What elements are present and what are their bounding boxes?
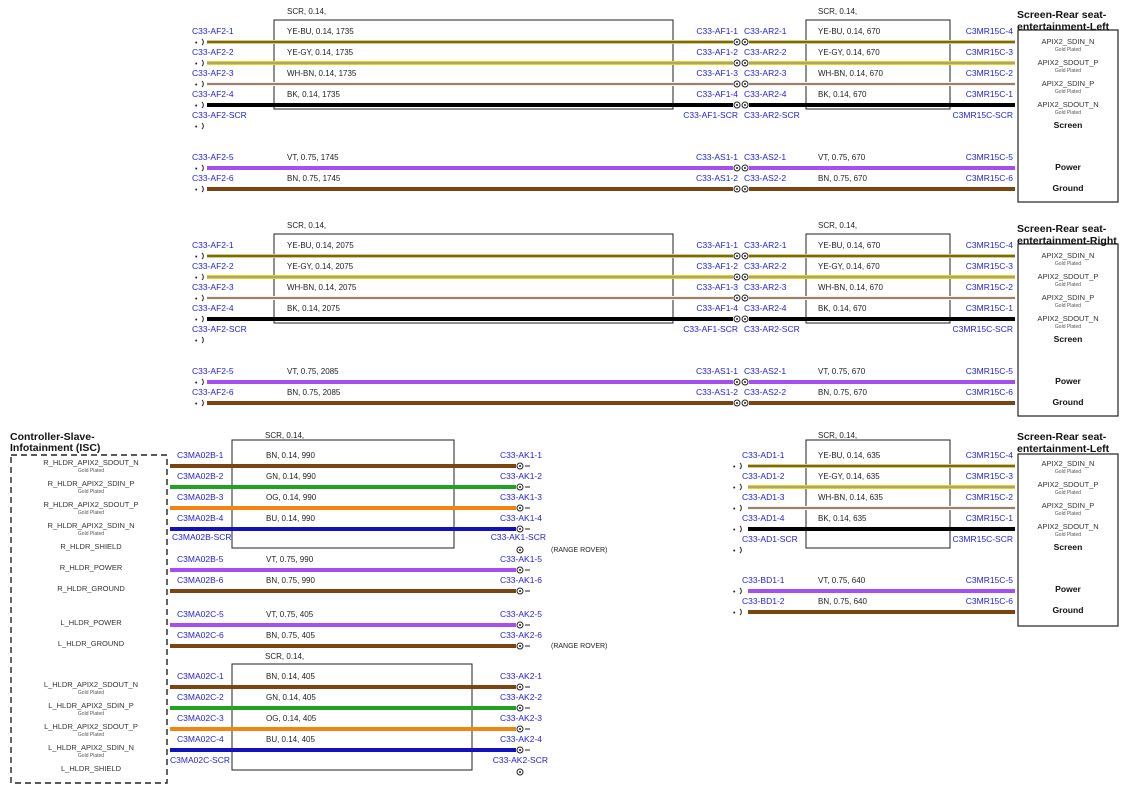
- wire-3-mid-left-circle-pin-dot: [736, 318, 738, 320]
- lr-device-pin-note: Gold Plated: [1054, 490, 1082, 496]
- pin-label-to: C3MR15C-SCR: [952, 324, 1013, 334]
- ctrl-shield-label-2: SCR, 0.14,: [265, 652, 305, 661]
- controller-pin-note: Gold Plated: [77, 690, 105, 696]
- ctrl-pin-to: C33-AK1-6: [499, 575, 542, 585]
- pin-label-mid-left: C33-AS1-2: [695, 173, 738, 183]
- pin-label-mid-right: C33-AS2-2: [744, 173, 787, 183]
- lr-pin-from: C33-AD1-4: [742, 513, 785, 523]
- wire-label-seg2: VT, 0.75, 670: [818, 153, 866, 162]
- lr-wire-0-left-connector-end-icon: [740, 463, 741, 469]
- wire-5-left-connector-end-icon: [202, 379, 203, 385]
- ctrl-shield-to-2: C33-AK2-SCR: [492, 755, 548, 765]
- wire-0-mid-right-circle-pin-dot: [744, 255, 746, 257]
- wire-label-seg2: YE-BU, 0.14, 670: [818, 241, 881, 250]
- device-title-line1: Screen-Rear seat-: [1017, 223, 1107, 235]
- wire-6-mid-right-circle-pin-dot: [744, 188, 746, 190]
- ctrl-pin-to: C33-AK1-1: [499, 450, 542, 460]
- ctrl-pin-from: C3MA02B-2: [177, 471, 224, 481]
- pin-label-from: C33-AF2-4: [192, 303, 234, 313]
- controller-pin-note: Gold Plated: [77, 531, 105, 537]
- pin-label-from: C33-AF2-4: [192, 89, 234, 99]
- lr-device-pin-label: Ground: [1052, 605, 1084, 615]
- lr-pin-from: C33-AD1-3: [742, 492, 785, 502]
- device-pin-label: APIX2_SDOUT_P: [1037, 58, 1099, 67]
- lr-device-pin-label: APIX2_SDOUT_P: [1037, 480, 1099, 489]
- wire-label-seg2: YE-GY, 0.14, 670: [818, 262, 880, 271]
- device-pin-label: APIX2_SDIN_N: [1041, 37, 1095, 46]
- controller-pin-label: R_HLDR_APIX2_SDIN_P: [47, 479, 135, 488]
- ctrl-wire-1-0-circle-pin-dot: [519, 569, 521, 571]
- pin-label-mid-left: C33-AF1-4: [696, 303, 738, 313]
- wire-0-mid-right-circle-pin-dot: [744, 41, 746, 43]
- ctrl-pin-from: C3MA02B-3: [177, 492, 224, 502]
- ctrl-shield-1-circle-pin-dot: [519, 549, 521, 551]
- ctrl-wire-label: VT, 0.75, 405: [266, 610, 314, 619]
- pin-label-mid-left: C33-AF1-SCR: [683, 324, 738, 334]
- controller-pin-note: Gold Plated: [77, 510, 105, 516]
- controller-pin-label: L_HLDR_GROUND: [57, 639, 125, 648]
- device-pin-note: Gold Plated: [1054, 303, 1082, 309]
- pin-label-mid-right: C33-AS2-1: [744, 366, 787, 376]
- ctrl-pin-to: C33-AK2-4: [499, 734, 542, 744]
- pin-label-mid-left: C33-AF1-3: [696, 282, 738, 292]
- wire-1-left-connector-end-icon: [202, 274, 203, 280]
- ctrl-wire-0-1-circle-pin-dot: [519, 486, 521, 488]
- pin-label-mid-left: C33-AF1-3: [696, 68, 738, 78]
- pin-label-from: C33-AF2-SCR: [192, 110, 247, 120]
- wire-1-left-connector-end-icon: [202, 60, 203, 66]
- lr-pin-to: C3MR15C-2: [965, 492, 1013, 502]
- pin-label-from: C33-AF2-6: [192, 173, 234, 183]
- ctrl-wire-label: BN, 0.75, 990: [266, 576, 315, 585]
- lr-pin-from: C33-AD1-SCR: [742, 534, 798, 544]
- ctrl-wire-2-1-circle-pin-dot: [519, 645, 521, 647]
- wire-label-seg2: BN, 0.75, 670: [818, 174, 867, 183]
- shield-label-right: SCR, 0.14,: [818, 7, 858, 16]
- lr-wire-5-left-connector-end-icon: [740, 588, 741, 594]
- device-pin-label: APIX2_SDIN_P: [1041, 293, 1095, 302]
- wire-0-left-connector-end-icon: [202, 253, 203, 259]
- wire-label-seg1: BN, 0.75, 2085: [287, 388, 341, 397]
- wire-label-seg1: BK, 0.14, 2075: [287, 304, 340, 313]
- controller-pin-note: Gold Plated: [77, 732, 105, 738]
- wire-5-left-connector-end-icon: [202, 165, 203, 171]
- wire-6-mid-left-circle-pin-dot: [736, 188, 738, 190]
- lr-wire-2-left-dot-marker: •: [733, 506, 736, 513]
- pin-label-from: C33-AF2-6: [192, 387, 234, 397]
- lr-pin-to: C3MR15C-6: [965, 596, 1013, 606]
- pin-label-mid-right: C33-AR2-2: [744, 261, 787, 271]
- pin-label-mid-right: C33-AR2-SCR: [744, 324, 800, 334]
- wire-6-mid-right-circle-pin-dot: [744, 402, 746, 404]
- lr-wire-6-left-connector-end-icon: [740, 609, 741, 615]
- controller-pin-note: Gold Plated: [77, 753, 105, 759]
- lr-wire-5-left-dot-marker: •: [733, 589, 736, 596]
- ctrl-pin-from: C3MA02B-6: [177, 575, 224, 585]
- lr-pin-to: C3MR15C-3: [965, 471, 1013, 481]
- wire-label-seg1: VT, 0.75, 2085: [287, 367, 339, 376]
- wire-6-left-connector-end-icon: [202, 400, 203, 406]
- wire-5-left-dot-marker: •: [195, 166, 198, 173]
- wire-3-mid-right-circle-pin-dot: [744, 104, 746, 106]
- device-pin-label: Screen: [1053, 120, 1083, 130]
- controller-pin-label: L_HLDR_APIX2_SDIN_N: [48, 743, 134, 752]
- pin-label-from: C33-AF2-SCR: [192, 324, 247, 334]
- lr-device-pin-note: Gold Plated: [1054, 469, 1082, 475]
- pin-label-mid-right: C33-AR2-1: [744, 240, 787, 250]
- wire-6-mid-left-circle-pin-dot: [736, 402, 738, 404]
- ctrl-pin-from: C3MA02C-6: [177, 630, 224, 640]
- controller-pin-note: Gold Plated: [77, 711, 105, 717]
- controller-pin-label: R_HLDR_GROUND: [57, 584, 125, 593]
- wire-5-left-dot-marker: •: [195, 380, 198, 387]
- lr-pin-to: C3MR15C-4: [965, 450, 1013, 460]
- pin-label-from: C33-AF2-2: [192, 261, 234, 271]
- wire-5-mid-left-circle-pin-dot: [736, 167, 738, 169]
- wire-label-seg1: WH-BN, 0.14, 2075: [287, 283, 357, 292]
- wire-label-seg1: YE-GY, 0.14, 2075: [287, 262, 354, 271]
- device-pin-label: APIX2_SDIN_P: [1041, 79, 1095, 88]
- device-pin-label: APIX2_SDOUT_N: [1037, 314, 1099, 323]
- pin-label-to: C3MR15C-5: [965, 366, 1013, 376]
- ctrl-shield-from-1: C3MA02B-SCR: [172, 532, 232, 542]
- ctrl-wire-3-0-circle-pin-dot: [519, 686, 521, 688]
- wire-5-mid-left-circle-pin-dot: [736, 381, 738, 383]
- pin-label-mid-left: C33-AS1-1: [695, 366, 738, 376]
- pin-label-from: C33-AF2-1: [192, 26, 234, 36]
- lr-pin-from: C33-BD1-2: [742, 596, 785, 606]
- shield-label-left: SCR, 0.14,: [287, 7, 327, 16]
- wire-2-mid-right-circle-pin-dot: [744, 297, 746, 299]
- controller-pin-label: L_HLDR_APIX2_SDOUT_P: [44, 722, 138, 731]
- pin-label-to: C3MR15C-6: [965, 173, 1013, 183]
- pin-label-mid-right: C33-AR2-4: [744, 89, 787, 99]
- ctrl-pin-from: C3MA02C-3: [177, 713, 224, 723]
- shield-label-right: SCR, 0.14,: [818, 221, 858, 230]
- wire-6-left-connector-end-icon: [202, 186, 203, 192]
- ctrl-pin-from: C3MA02C-4: [177, 734, 224, 744]
- controller-title-line2: Infotainment (ISC): [10, 442, 101, 454]
- pin-label-to: C3MR15C-2: [965, 282, 1013, 292]
- pin-label-from: C33-AF2-3: [192, 282, 234, 292]
- wire-label-seg2: BK, 0.14, 670: [818, 304, 867, 313]
- wire-label-seg1: WH-BN, 0.14, 1735: [287, 69, 357, 78]
- device-pin-label: APIX2_SDOUT_N: [1037, 100, 1099, 109]
- pin-label-from: C33-AF2-5: [192, 366, 234, 376]
- pin-label-mid-left: C33-AS1-1: [695, 152, 738, 162]
- pin-label-mid-left: C33-AS1-2: [695, 387, 738, 397]
- ctrl-pin-to: C33-AK1-2: [499, 471, 542, 481]
- device-pin-label: Ground: [1052, 183, 1084, 193]
- wire-3-left-dot-marker: •: [195, 103, 198, 110]
- ctrl-wire-0-2-circle-pin-dot: [519, 507, 521, 509]
- controller-pin-label: L_HLDR_APIX2_SDIN_P: [48, 701, 134, 710]
- wire-1-mid-right-circle-pin-dot: [744, 62, 746, 64]
- wire-0-mid-left-circle-pin-dot: [736, 41, 738, 43]
- lr-wire-2-left-connector-end-icon: [740, 505, 741, 511]
- ctrl-pin-to: C33-AK1-5: [499, 554, 542, 564]
- wire-label-seg2: WH-BN, 0.14, 670: [818, 283, 883, 292]
- pin-label-from: C33-AF2-2: [192, 47, 234, 57]
- wire-label-seg2: YE-GY, 0.14, 670: [818, 48, 880, 57]
- device-pin-label: Power: [1055, 162, 1081, 172]
- ctrl-wire-0-0-circle-pin-dot: [519, 465, 521, 467]
- ctrl-wire-label: VT, 0.75, 990: [266, 555, 314, 564]
- device-pin-note: Gold Plated: [1054, 110, 1082, 116]
- device-pin-label: Power: [1055, 376, 1081, 386]
- ctrl-wire-0-3-circle-pin-dot: [519, 528, 521, 530]
- ctrl-pin-from: C3MA02C-5: [177, 609, 224, 619]
- wire-3-mid-left-circle-pin-dot: [736, 104, 738, 106]
- ctrl-pin-to: C33-AK2-1: [499, 671, 542, 681]
- wire-2-left-connector-end-icon: [202, 81, 203, 87]
- pin-label-mid-left: C33-AF1-1: [696, 26, 738, 36]
- ctrl-wire-label: BU, 0.14, 990: [266, 514, 315, 523]
- ctrl-pin-to: C33-AK1-4: [499, 513, 542, 523]
- wire-label-seg1: YE-BU, 0.14, 2075: [287, 241, 354, 250]
- device-pin-note: Gold Plated: [1054, 89, 1082, 95]
- device-title-line2: entertainment-Left: [1017, 21, 1110, 33]
- pin-label-to: C3MR15C-6: [965, 387, 1013, 397]
- lr-device-pin-label: APIX2_SDOUT_N: [1037, 522, 1099, 531]
- wire-1-left-dot-marker: •: [195, 275, 198, 282]
- ctrl-wire-label: OG, 0.14, 405: [266, 714, 317, 723]
- wire-0-left-dot-marker: •: [195, 40, 198, 47]
- pin-label-mid-right: C33-AR2-2: [744, 47, 787, 57]
- ctrl-shield-label-1: SCR, 0.14,: [265, 431, 305, 440]
- range-rover-note-2: (RANGE ROVER): [551, 643, 608, 650]
- lr-wire-label: VT, 0.75, 640: [818, 576, 866, 585]
- wire-4-left-connector-end-icon: [202, 337, 203, 343]
- wire-label-seg2: BN, 0.75, 670: [818, 388, 867, 397]
- wire-0-mid-left-circle-pin-dot: [736, 255, 738, 257]
- pin-label-to: C3MR15C-3: [965, 261, 1013, 271]
- ctrl-shield-to-1: C33-AK1-SCR: [490, 532, 546, 542]
- wire-label-seg2: WH-BN, 0.14, 670: [818, 69, 883, 78]
- device-title-line1: Screen-Rear seat-: [1017, 9, 1107, 21]
- pin-label-mid-right: C33-AR2-3: [744, 68, 787, 78]
- lr-wire-1-left-dot-marker: •: [733, 485, 736, 492]
- ctrl-pin-to: C33-AK2-3: [499, 713, 542, 723]
- controller-pin-label: R_HLDR_SHIELD: [60, 542, 122, 551]
- pin-label-mid-left: C33-AF1-2: [696, 47, 738, 57]
- lr-device-pin-label: APIX2_SDIN_N: [1041, 459, 1095, 468]
- controller-pin-label: L_HLDR_POWER: [60, 618, 122, 627]
- wire-3-left-dot-marker: •: [195, 317, 198, 324]
- lr-wire-label: BK, 0.14, 635: [818, 514, 867, 523]
- pin-label-mid-right: C33-AS2-2: [744, 387, 787, 397]
- lr-wire-4-left-dot-marker: •: [733, 548, 736, 555]
- pin-label-mid-left: C33-AF1-SCR: [683, 110, 738, 120]
- wire-1-mid-left-circle-pin-dot: [736, 276, 738, 278]
- lr-pin-from: C33-BD1-1: [742, 575, 785, 585]
- wire-2-left-connector-end-icon: [202, 295, 203, 301]
- pin-label-mid-left: C33-AF1-4: [696, 89, 738, 99]
- lr-pin-to: C3MR15C-1: [965, 513, 1013, 523]
- wire-2-mid-left-circle-pin-dot: [736, 83, 738, 85]
- pin-label-to: C3MR15C-1: [965, 303, 1013, 313]
- device-pin-label: APIX2_SDIN_N: [1041, 251, 1095, 260]
- pin-label-mid-right: C33-AS2-1: [744, 152, 787, 162]
- lr-device-pin-label: Power: [1055, 584, 1081, 594]
- controller-pin-note: Gold Plated: [77, 468, 105, 474]
- lr-wire-0-left-dot-marker: •: [733, 464, 736, 471]
- ctrl-wire-label: BN, 0.14, 990: [266, 451, 315, 460]
- lr-pin-to: C3MR15C-SCR: [952, 534, 1013, 544]
- lr-pin-from: C33-AD1-2: [742, 471, 785, 481]
- wire-4-left-dot-marker: •: [195, 124, 198, 131]
- ctrl-shield-from-2: C3MA02C-SCR: [170, 755, 230, 765]
- device-pin-label: APIX2_SDOUT_P: [1037, 272, 1099, 281]
- wire-3-left-connector-end-icon: [202, 316, 203, 322]
- lr-device-pin-note: Gold Plated: [1054, 532, 1082, 538]
- wire-label-seg2: VT, 0.75, 670: [818, 367, 866, 376]
- ctrl-wire-label: BU, 0.14, 405: [266, 735, 315, 744]
- pin-label-to: C3MR15C-SCR: [952, 110, 1013, 120]
- ctrl-wire-3-2-circle-pin-dot: [519, 728, 521, 730]
- lr-pin-to: C3MR15C-5: [965, 575, 1013, 585]
- wire-5-mid-right-circle-pin-dot: [744, 167, 746, 169]
- shield-label-left: SCR, 0.14,: [287, 221, 327, 230]
- lr-device-title-line2: entertainment-Left: [1017, 443, 1110, 455]
- wire-label-seg1: BN, 0.75, 1745: [287, 174, 341, 183]
- wire-1-mid-right-circle-pin-dot: [744, 276, 746, 278]
- device-pin-label: Ground: [1052, 397, 1084, 407]
- wire-label-seg2: YE-BU, 0.14, 670: [818, 27, 881, 36]
- ctrl-pin-from: C3MA02C-1: [177, 671, 224, 681]
- controller-pin-label: R_HLDR_POWER: [59, 563, 123, 572]
- ctrl-wire-label: BN, 0.14, 405: [266, 672, 315, 681]
- pin-label-to: C3MR15C-3: [965, 47, 1013, 57]
- controller-pin-label: R_HLDR_APIX2_SDOUT_P: [43, 500, 139, 509]
- lr-shield-label: SCR, 0.14,: [818, 431, 858, 440]
- ctrl-pin-to: C33-AK1-3: [499, 492, 542, 502]
- device-box: [1018, 244, 1118, 416]
- pin-label-mid-right: C33-AR2-4: [744, 303, 787, 313]
- wire-3-left-connector-end-icon: [202, 102, 203, 108]
- pin-label-mid-left: C33-AF1-1: [696, 240, 738, 250]
- wire-1-mid-left-circle-pin-dot: [736, 62, 738, 64]
- lr-wire-label: YE-GY, 0.14, 635: [818, 472, 880, 481]
- device-title-line2: entertainment-Right: [1017, 235, 1117, 247]
- pin-label-mid-right: C33-AR2-3: [744, 282, 787, 292]
- ctrl-wire-label: GN, 0.14, 990: [266, 472, 316, 481]
- lr-device-pin-label: Screen: [1053, 542, 1083, 552]
- lr-device-pin-label: APIX2_SDIN_P: [1041, 501, 1095, 510]
- lr-wire-label: BN, 0.75, 640: [818, 597, 867, 606]
- wire-2-mid-left-circle-pin-dot: [736, 297, 738, 299]
- wire-4-left-connector-end-icon: [202, 123, 203, 129]
- lr-wire-3-left-connector-end-icon: [740, 526, 741, 532]
- pin-label-to: C3MR15C-2: [965, 68, 1013, 78]
- ctrl-pin-to: C33-AK2-5: [499, 609, 542, 619]
- pin-label-to: C3MR15C-4: [965, 240, 1013, 250]
- controller-pin-label: L_HLDR_APIX2_SDOUT_N: [43, 680, 139, 689]
- ctrl-wire-3-1-circle-pin-dot: [519, 707, 521, 709]
- ctrl-wire-1-1-circle-pin-dot: [519, 590, 521, 592]
- ctrl-pin-to: C33-AK2-6: [499, 630, 542, 640]
- device-box: [1018, 30, 1118, 202]
- pin-label-to: C3MR15C-4: [965, 26, 1013, 36]
- controller-pin-label: R_HLDR_APIX2_SDIN_N: [47, 521, 135, 530]
- controller-title-line1: Controller-Slave-: [10, 431, 95, 443]
- wire-2-mid-right-circle-pin-dot: [744, 83, 746, 85]
- lr-wire-6-left-dot-marker: •: [733, 610, 736, 617]
- lr-device-pin-note: Gold Plated: [1054, 511, 1082, 517]
- device-pin-note: Gold Plated: [1054, 68, 1082, 74]
- wire-3-mid-right-circle-pin-dot: [744, 318, 746, 320]
- ctrl-shield-2-circle-pin-dot: [519, 771, 521, 773]
- wire-label-seg1: YE-GY, 0.14, 1735: [287, 48, 354, 57]
- ctrl-pin-from: C3MA02B-1: [177, 450, 224, 460]
- wire-6-left-dot-marker: •: [195, 401, 198, 408]
- controller-pin-note: Gold Plated: [77, 489, 105, 495]
- device-pin-note: Gold Plated: [1054, 261, 1082, 267]
- wire-label-seg1: YE-BU, 0.14, 1735: [287, 27, 354, 36]
- wire-label-seg2: BK, 0.14, 670: [818, 90, 867, 99]
- controller-pin-label: R_HLDR_APIX2_SDOUT_N: [43, 458, 139, 467]
- wire-5-mid-right-circle-pin-dot: [744, 381, 746, 383]
- device-pin-note: Gold Plated: [1054, 324, 1082, 330]
- wire-0-left-dot-marker: •: [195, 254, 198, 261]
- ctrl-wire-2-0-circle-pin-dot: [519, 624, 521, 626]
- pin-label-mid-right: C33-AR2-1: [744, 26, 787, 36]
- controller-pin-label: L_HLDR_SHIELD: [60, 764, 122, 773]
- device-pin-note: Gold Plated: [1054, 282, 1082, 288]
- pin-label-from: C33-AF2-1: [192, 240, 234, 250]
- ctrl-pin-from: C3MA02C-2: [177, 692, 224, 702]
- pin-label-from: C33-AF2-5: [192, 152, 234, 162]
- wire-2-left-dot-marker: •: [195, 82, 198, 89]
- ctrl-wire-label: OG, 0.14, 990: [266, 493, 317, 502]
- pin-label-from: C33-AF2-3: [192, 68, 234, 78]
- pin-label-to: C3MR15C-1: [965, 89, 1013, 99]
- ctrl-pin-from: C3MA02B-5: [177, 554, 224, 564]
- ctrl-pin-to: C33-AK2-2: [499, 692, 542, 702]
- device-pin-label: Screen: [1053, 334, 1083, 344]
- range-rover-note-1: (RANGE ROVER): [551, 547, 608, 554]
- lr-wire-4-left-connector-end-icon: [740, 547, 741, 553]
- wire-label-seg1: VT, 0.75, 1745: [287, 153, 339, 162]
- wire-1-left-dot-marker: •: [195, 61, 198, 68]
- device-pin-note: Gold Plated: [1054, 47, 1082, 53]
- lr-wire-3-left-dot-marker: •: [733, 527, 736, 534]
- ctrl-wire-label: GN, 0.14, 405: [266, 693, 316, 702]
- pin-label-mid-left: C33-AF1-2: [696, 261, 738, 271]
- lr-pin-from: C33-AD1-1: [742, 450, 785, 460]
- ctrl-wire-label: BN, 0.75, 405: [266, 631, 315, 640]
- lr-wire-label: WH-BN, 0.14, 635: [818, 493, 883, 502]
- lr-device-title-line1: Screen-Rear seat-: [1017, 431, 1107, 443]
- wire-0-left-connector-end-icon: [202, 39, 203, 45]
- pin-label-mid-right: C33-AR2-SCR: [744, 110, 800, 120]
- lr-wire-1-left-connector-end-icon: [740, 484, 741, 490]
- pin-label-to: C3MR15C-5: [965, 152, 1013, 162]
- wire-4-left-dot-marker: •: [195, 338, 198, 345]
- ctrl-pin-from: C3MA02B-4: [177, 513, 224, 523]
- ctrl-wire-3-3-circle-pin-dot: [519, 749, 521, 751]
- wire-label-seg1: BK, 0.14, 1735: [287, 90, 340, 99]
- lr-wire-label: YE-BU, 0.14, 635: [818, 451, 881, 460]
- wire-6-left-dot-marker: •: [195, 187, 198, 194]
- wire-2-left-dot-marker: •: [195, 296, 198, 303]
